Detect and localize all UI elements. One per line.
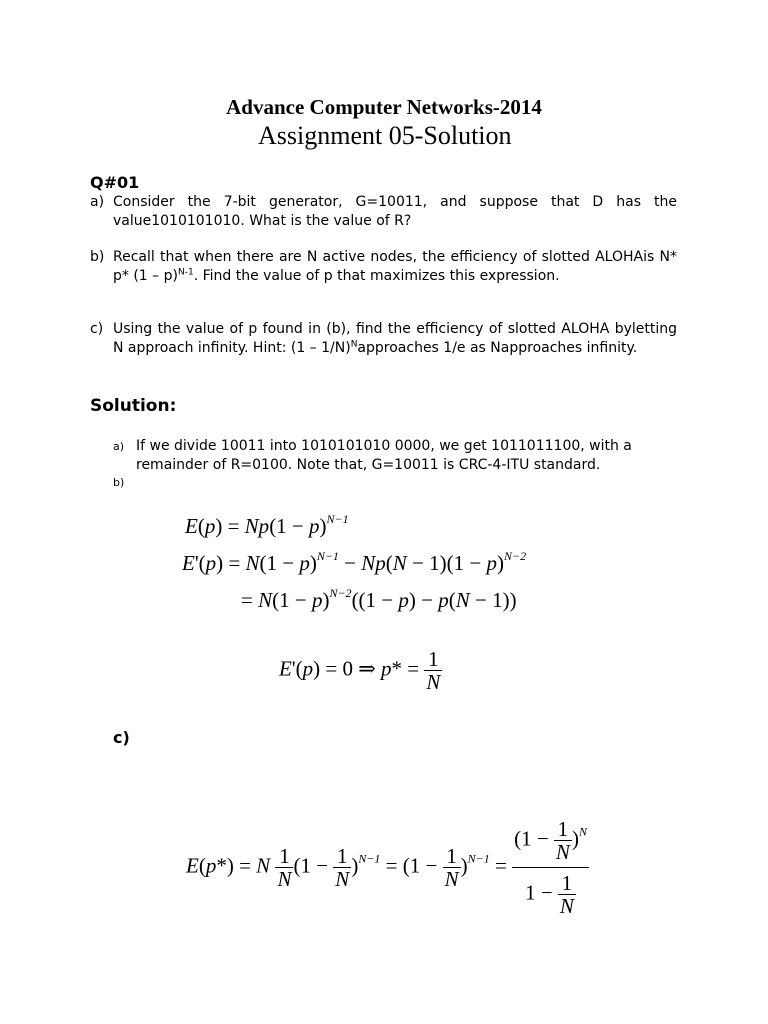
question-part-c-text-after: approaches 1/e as Napproaches infinity. [357, 339, 638, 356]
question-part-a [90, 193, 677, 230]
question-part-c-text [113, 320, 677, 357]
question-part-c-exponent: N [350, 338, 358, 349]
solution-part-c-label: c) [113, 728, 130, 747]
equation-derivative: $E'(p) = N(1 - p)^{N-1} - Np(N - 1)(1 - p)^{N-2}$ [182, 549, 527, 575]
question-part-a-label: a) [90, 194, 105, 210]
question-part-c-text-before: Using the value of p found in (b), find the efficiency of slotted ALOHA byletting N approach infinity. Hint: (1 – 1/N) [113, 321, 677, 356]
equation-max-efficiency: E(p*) = N $\frac{1}{N}$ (1 − $\frac{1}{N}$ )$^{N-1}$ = (1 − $\frac{1}{N}$ )$^{N-1}$ = (1 − $\frac{1}{N}$ )$^N$ 1 − $\frac{1}{N}$ [186, 817, 587, 918]
solution-heading: Solution: [90, 396, 177, 416]
assignment-title: Assignment 05-Solution [258, 121, 512, 150]
question-heading: Q#01 [90, 173, 140, 192]
question-part-c-label: c) [90, 321, 104, 337]
solution-part-a [113, 437, 673, 474]
equation-derivative-factored: = $N(1 - p)^{N-2}((1 - p) - p(N - 1))$ [241, 586, 517, 612]
question-part-b-exponent: N-1 [177, 266, 194, 277]
question-part-b-text-after: . Find the value of p that maximizes this expression. [193, 267, 560, 284]
question-part-b-text-before: Recall that when there are N active nodes, the efficiency of slotted ALOHAis N* p* (1 – p) [113, 249, 677, 284]
solution-part-a-label: a) [113, 440, 125, 453]
solution-part-b-label: b) [113, 476, 125, 489]
question-part-b-label: b) [90, 249, 105, 265]
solution-part-a-text: If we divide 10011 into 1010101010 0000, we get 1011011100, with a remainder of R=0100. Note that, G=10011 is CRC-4-ITU standard. [136, 438, 632, 473]
question-part-c [90, 320, 677, 357]
course-title: Advance Computer Networks-2014 [226, 95, 542, 119]
equation-optimal-p: E'(p) = 0 ⇒ p* = $\frac{1}{N}$ [279, 647, 441, 694]
question-part-b [90, 248, 677, 285]
equation-efficiency: $E(p) = Np(1 - p)^{N-1}$ [185, 512, 349, 538]
question-part-b-text [113, 248, 677, 285]
question-part-a-text: Consider the 7-bit generator, G=10011, and suppose that D has the value1010101010. What is the value of R? [113, 194, 677, 229]
